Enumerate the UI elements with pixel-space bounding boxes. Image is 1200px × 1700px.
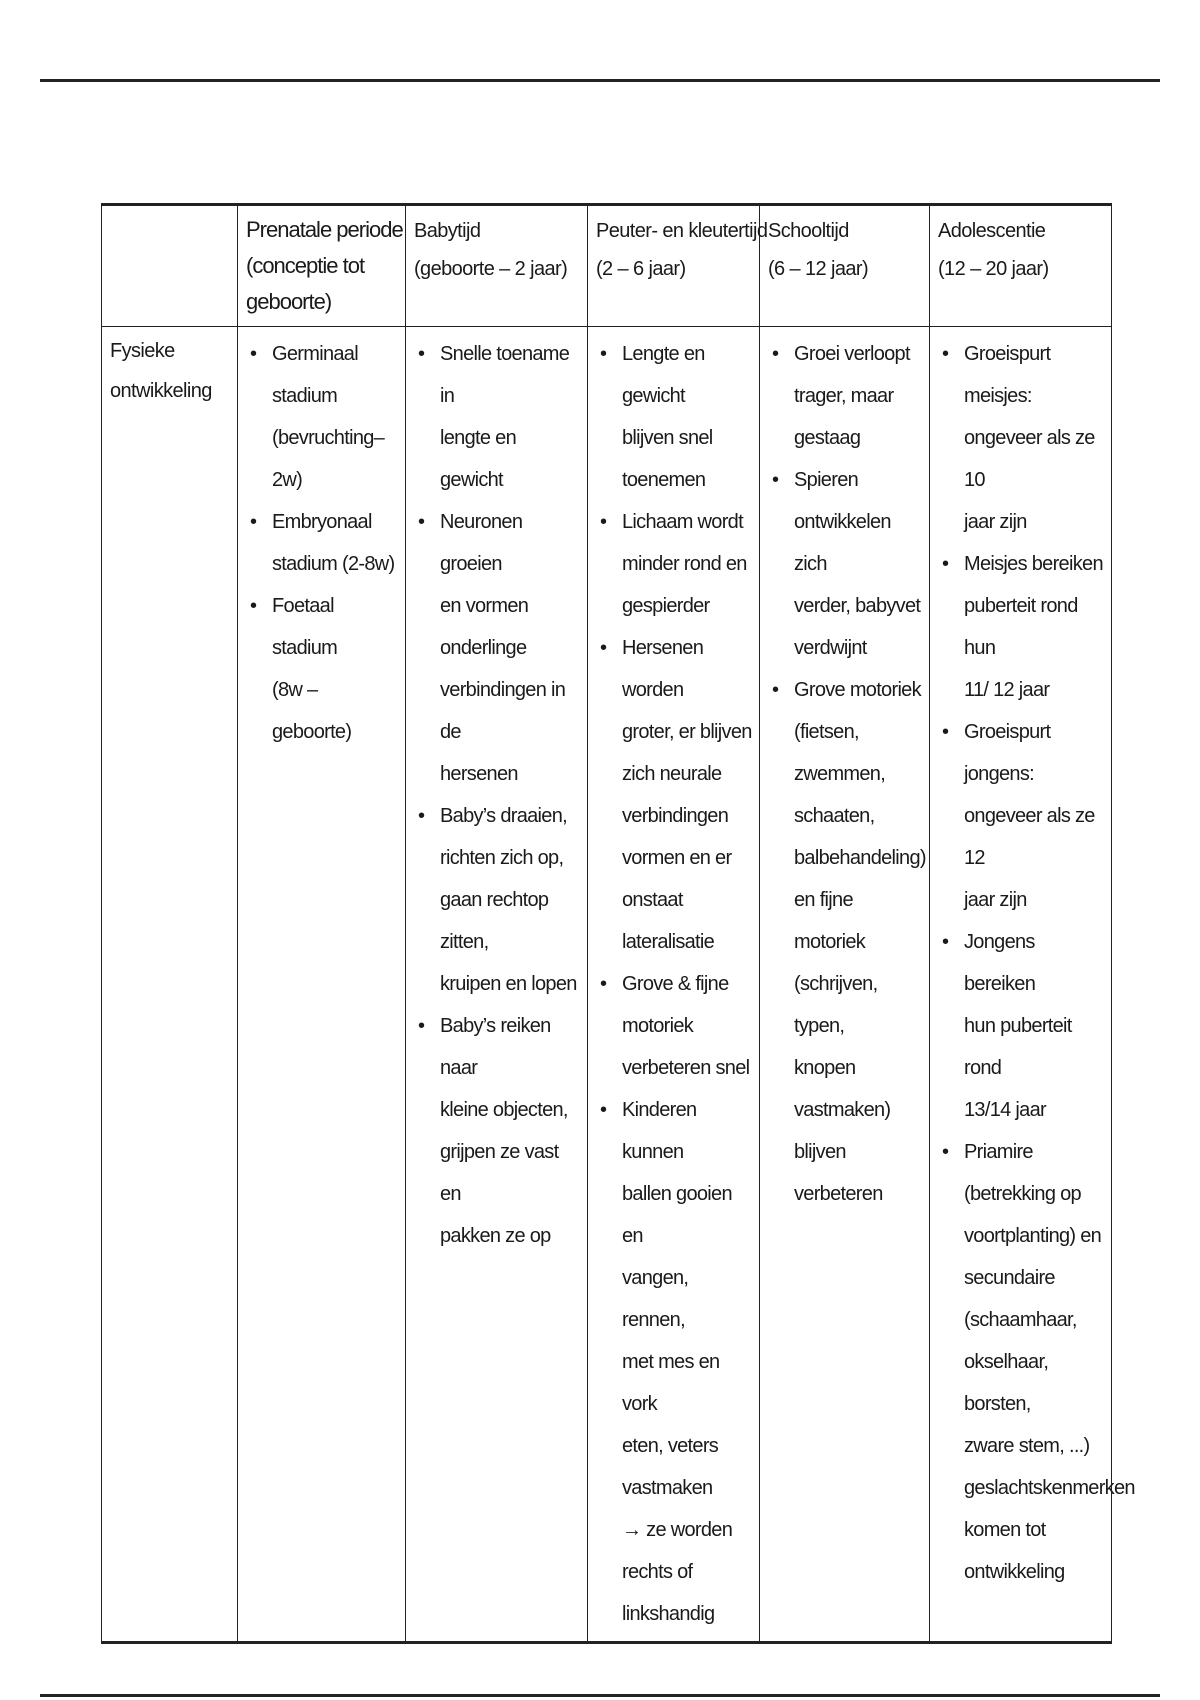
bullet-item xyxy=(596,1089,753,1635)
bullet-line: linkshandig xyxy=(622,1603,715,1625)
bullet-list-school xyxy=(768,333,926,1215)
header-adol-line: (12 – 20 jaar) xyxy=(938,258,1049,280)
bullet-item xyxy=(938,543,1105,711)
bullet-line: • Grove & fijne xyxy=(622,973,729,995)
bullet-line: richten zich op, xyxy=(440,847,564,869)
bullet-line: balbehandeling) xyxy=(794,847,926,869)
bullet-line: vastmaken) blijven xyxy=(794,1099,891,1163)
bullet-line: ontwikkelen zich xyxy=(794,511,891,575)
bullet-line: toenemen xyxy=(622,469,706,491)
bullet-line: minder rond en xyxy=(622,553,747,575)
bullet-line: zich neurale xyxy=(622,763,722,785)
bullet-line: onstaat xyxy=(622,889,683,911)
header-corner-cell xyxy=(102,205,238,327)
bullet-list-peuter xyxy=(596,333,753,1635)
bullet-line: • Groeispurt meisjes: xyxy=(964,343,1051,407)
header-adol-line: Adolescentie xyxy=(938,220,1046,242)
bullet-item xyxy=(938,921,1105,1131)
bullet-item xyxy=(414,795,581,1005)
header-school-line: (6 – 12 jaar) xyxy=(768,258,869,280)
bullet-line: hersenen xyxy=(440,763,518,785)
bullet-line: kleine objecten, xyxy=(440,1099,568,1121)
bullet-line: en fijne motoriek xyxy=(794,889,866,953)
row-label-cell xyxy=(102,327,238,1643)
bullet-line: (fietsen, xyxy=(794,721,859,743)
bullet-line: • Lengte en gewicht xyxy=(622,343,705,407)
header-row xyxy=(102,205,1112,327)
bullet-line: ontwikkeling xyxy=(964,1561,1065,1583)
bullet-line: blijven snel xyxy=(622,427,713,449)
row-label-line: ontwikkeling xyxy=(110,380,212,402)
bullet-line: • Kinderen kunnen xyxy=(622,1099,697,1163)
bullet-line: gaan rechtop zitten, xyxy=(440,889,549,953)
bullet-line: gestaag xyxy=(794,427,861,449)
bullet-line: knopen xyxy=(794,1057,856,1079)
bullet-item xyxy=(596,963,753,1089)
header-prenatal-line: (conceptie tot xyxy=(246,253,365,278)
bullet-line: en vormen xyxy=(440,595,529,617)
bullet-line: verbeteren xyxy=(794,1183,883,1205)
header-school-line: Schooltijd xyxy=(768,220,849,242)
bullet-item xyxy=(768,333,923,459)
bullet-line: verbeteren snel xyxy=(622,1057,750,1079)
physical-development-row xyxy=(102,327,1112,1643)
bullet-item xyxy=(768,459,923,669)
bullet-line: hun puberteit rond xyxy=(964,1015,1072,1079)
bullet-line: groter, er blijven xyxy=(622,721,752,743)
bullet-item xyxy=(246,333,399,501)
bullet-line: ballen gooien en xyxy=(622,1183,732,1247)
header-prenatal-line: Prenatale periode xyxy=(246,217,403,242)
bullet-line: 11/ 12 jaar xyxy=(964,679,1050,701)
bullet-line: rechts of xyxy=(622,1561,693,1583)
bullet-item xyxy=(938,333,1105,543)
bullet-line: • Priamire xyxy=(964,1141,1033,1163)
bullet-line: verdwijnt xyxy=(794,637,867,659)
bullet-line: (schaamhaar, xyxy=(964,1309,1077,1331)
bullet-item xyxy=(246,585,399,753)
bullet-line: • Jongens bereiken xyxy=(964,931,1036,995)
bullet-item xyxy=(596,333,753,501)
bullet-line: vastmaken xyxy=(622,1477,713,1499)
header-baby-line: Babytijd xyxy=(414,220,481,242)
top-rule xyxy=(40,79,1160,82)
header-school xyxy=(760,205,930,327)
bullet-list-baby xyxy=(414,333,581,1257)
bullet-line: lateralisatie xyxy=(622,931,715,953)
bullet-line: lengte en gewicht xyxy=(440,427,516,491)
bullet-line: • Lichaam wordt xyxy=(622,511,743,533)
bullet-line: zware stem, ...) xyxy=(964,1435,1090,1457)
bullet-line: jaar zijn xyxy=(964,889,1027,911)
bullet-line: okselhaar, borsten, xyxy=(964,1351,1049,1415)
bullet-list-prenatal xyxy=(246,333,399,753)
bullet-line: verbindingen in de xyxy=(440,679,566,743)
bullet-line: trager, maar xyxy=(794,385,894,407)
header-baby xyxy=(406,205,588,327)
bullet-line: eten, veters xyxy=(622,1435,719,1457)
bullet-line: puberteit rond hun xyxy=(964,595,1078,659)
bullet-line: • Meisjes bereiken xyxy=(964,553,1103,575)
bullet-line: kruipen en lopen xyxy=(440,973,577,995)
bullet-line: vormen en er xyxy=(622,847,732,869)
bullet-line: stadium (2-8w) xyxy=(272,553,395,575)
bullet-line: zwemmen, xyxy=(794,763,886,785)
header-prenatal-line: geboorte) xyxy=(246,289,332,314)
bullet-item xyxy=(414,501,581,795)
bullet-line: pakken ze op xyxy=(440,1225,551,1247)
cell-baby xyxy=(406,327,588,1643)
bullet-line: stadium xyxy=(272,385,338,407)
bullet-line: (schrijven, typen, xyxy=(794,973,878,1037)
header-peuter xyxy=(588,205,768,327)
bullet-line: • Groei verloopt xyxy=(794,343,910,365)
bullet-line: schaaten, xyxy=(794,805,875,827)
header-peuter-line: (2 – 6 jaar) xyxy=(596,258,686,280)
bullet-line: jaar zijn xyxy=(964,511,1027,533)
bullet-item xyxy=(414,1005,581,1257)
bullet-line: (8w – geboorte) xyxy=(272,679,352,743)
header-adol xyxy=(930,205,1112,327)
header-prenatal xyxy=(238,205,406,327)
bullet-line: • Neuronen groeien xyxy=(440,511,523,575)
bullet-item xyxy=(938,711,1105,921)
bullet-line: • Baby’s reiken naar xyxy=(440,1015,551,1079)
bullet-item xyxy=(414,333,581,501)
bottom-rule xyxy=(40,1694,1160,1697)
development-table xyxy=(101,203,1135,1644)
bullet-line: motoriek xyxy=(622,1015,694,1037)
cell-peuter xyxy=(588,327,760,1643)
bullet-item xyxy=(246,501,399,585)
bullet-line: met mes en vork xyxy=(622,1351,720,1415)
bullet-line: • Baby’s draaien, xyxy=(440,805,568,827)
header-baby-line: (geboorte – 2 jaar) xyxy=(414,258,568,280)
bullet-line: verder, babyvet xyxy=(794,595,921,617)
cell-school xyxy=(760,327,930,1643)
bullet-line: • Groeispurt jongens: xyxy=(964,721,1051,785)
bullet-line: geslachtskenmerken xyxy=(964,1477,1135,1499)
bullet-line: 13/14 jaar xyxy=(964,1099,1046,1121)
bullet-line: secundaire xyxy=(964,1267,1055,1289)
bullet-line: gespierder xyxy=(622,595,710,617)
header-peuter-line: Peuter- en kleutertijd xyxy=(596,220,768,242)
row-label-line: Fysieke xyxy=(110,340,175,362)
bullet-line: verbindingen xyxy=(622,805,729,827)
bullet-line: • Spieren xyxy=(794,469,859,491)
bullet-line: • Snelle toename in xyxy=(440,343,570,407)
bullet-line: • Grove motoriek xyxy=(794,679,921,701)
bullet-line: vangen, rennen, xyxy=(622,1267,689,1331)
bullet-line: voortplanting) en xyxy=(964,1225,1102,1247)
bullet-line: onderlinge xyxy=(440,637,527,659)
bullet-item xyxy=(596,627,753,963)
bullet-item xyxy=(938,1131,1135,1593)
bullet-line: (betrekking op xyxy=(964,1183,1081,1205)
bullet-line: grijpen ze vast en xyxy=(440,1141,559,1205)
bullet-list-adol xyxy=(938,333,1135,1593)
bullet-line: • Embryonaal xyxy=(272,511,372,533)
bullet-line: → ze worden xyxy=(622,1519,733,1541)
bullet-line: • Hersenen worden xyxy=(622,637,704,701)
bullet-line: komen tot xyxy=(964,1519,1046,1541)
bullet-line: • Foetaal stadium xyxy=(272,595,338,659)
bullet-line: • Germinaal xyxy=(272,343,358,365)
cell-adol xyxy=(930,327,1135,1643)
bullet-line: (bevruchting– 2w) xyxy=(272,427,385,491)
bullet-line: ongeveer als ze 10 xyxy=(964,427,1095,491)
bullet-line: ongeveer als ze 12 xyxy=(964,805,1095,869)
bullet-item xyxy=(768,669,926,1215)
cell-prenatal xyxy=(238,327,406,1643)
bullet-item xyxy=(596,501,753,627)
